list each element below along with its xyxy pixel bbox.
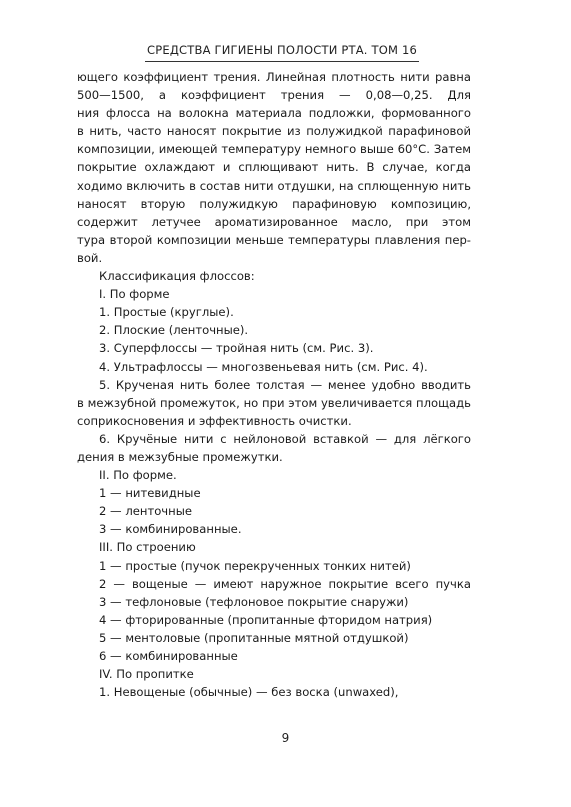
text-line: 500—1500, а коэффициент трения — 0,08—0,25. Для <box>77 88 471 103</box>
text-line: 1 — простые (пучок перекрученных тонких нитей) <box>99 558 411 573</box>
running-header: СРЕДСТВА ГИГИЕНЫ ПОЛОСТИ РТА. ТОМ 16 <box>147 43 417 57</box>
text-line: 3. Суперфлоссы — тройная нить (см. Рис. 3). <box>99 341 374 356</box>
text-line: 1. Невощеные (обычные) — без воска (unwaxed), <box>99 685 399 700</box>
page-number: 9 <box>281 731 290 745</box>
text-line: ходимо включить в состав нити отдушки, на сплющенную нить <box>77 178 471 193</box>
text-line: ния флосса на волокна материала подложки, формованного <box>77 106 471 121</box>
text-line: II. По форме. <box>99 468 177 483</box>
text-line: наносят вторую полужидкую парафиновую композицию, <box>77 196 471 211</box>
header-divider <box>145 61 419 62</box>
text-line: покрытие охлаждают и сплющивают нить. В случае, когда <box>77 160 471 175</box>
text-line: соприкосновения и эффективность очистки. <box>77 413 352 428</box>
text-line: в нить, часто наносят покрытие из полужидкой парафиновой <box>77 124 471 139</box>
text-line: 1 — нитевидные <box>99 486 201 501</box>
text-line: тура второй композиции меньше температуры плавления пер- <box>77 232 471 247</box>
text-line: композиции, имеющей температуру немного выше 60°С. Затем <box>77 142 471 157</box>
text-line: Классификация флоссов: <box>99 269 255 284</box>
text-line: 5 — ментоловые (пропитанные мятной отдушкой) <box>99 630 409 645</box>
text-line: 6. Кручёные нити с нейлоновой вставкой — для лёгкого <box>99 431 471 446</box>
text-line: 4. Ультрафлоссы — многозвеньевая нить (см. Рис. 4). <box>99 359 428 374</box>
text-line: 5. Крученая нить более толстая — менее удобно вводить <box>99 377 471 392</box>
text-line: 2 — ленточные <box>99 504 193 519</box>
text-line: III. По строению <box>99 540 196 555</box>
text-line: 4 — фторированные (пропитанные фторидом натрия) <box>99 612 433 627</box>
text-line: 1. Простые (круглые). <box>99 305 234 320</box>
text-line: 2 — вощеные — имеют наружное покрытие всего пучка <box>99 576 471 591</box>
text-line: IV. По пропитке <box>99 667 194 682</box>
text-line: I. По форме <box>99 287 170 302</box>
text-line: 3 — комбинированные. <box>99 522 242 537</box>
text-line: в межзубной промежуток, но при этом увеличивается площадь <box>77 395 471 410</box>
text-line: вой. <box>77 250 103 265</box>
text-line: дения в межзубные промежутки. <box>77 449 283 464</box>
text-line: 3 — тефлоновые (тефлоновое покрытие снаружи) <box>99 594 409 609</box>
text-line: 6 — комбинированные <box>99 649 238 663</box>
body-text <box>77 68 471 701</box>
text-line: содержит летучее ароматизированное масло, при этом <box>77 214 471 229</box>
text-line: ющего коэффициент трения. Линейная плотность нити равна <box>77 70 471 84</box>
text-line: 2. Плоские (ленточные). <box>99 323 249 338</box>
